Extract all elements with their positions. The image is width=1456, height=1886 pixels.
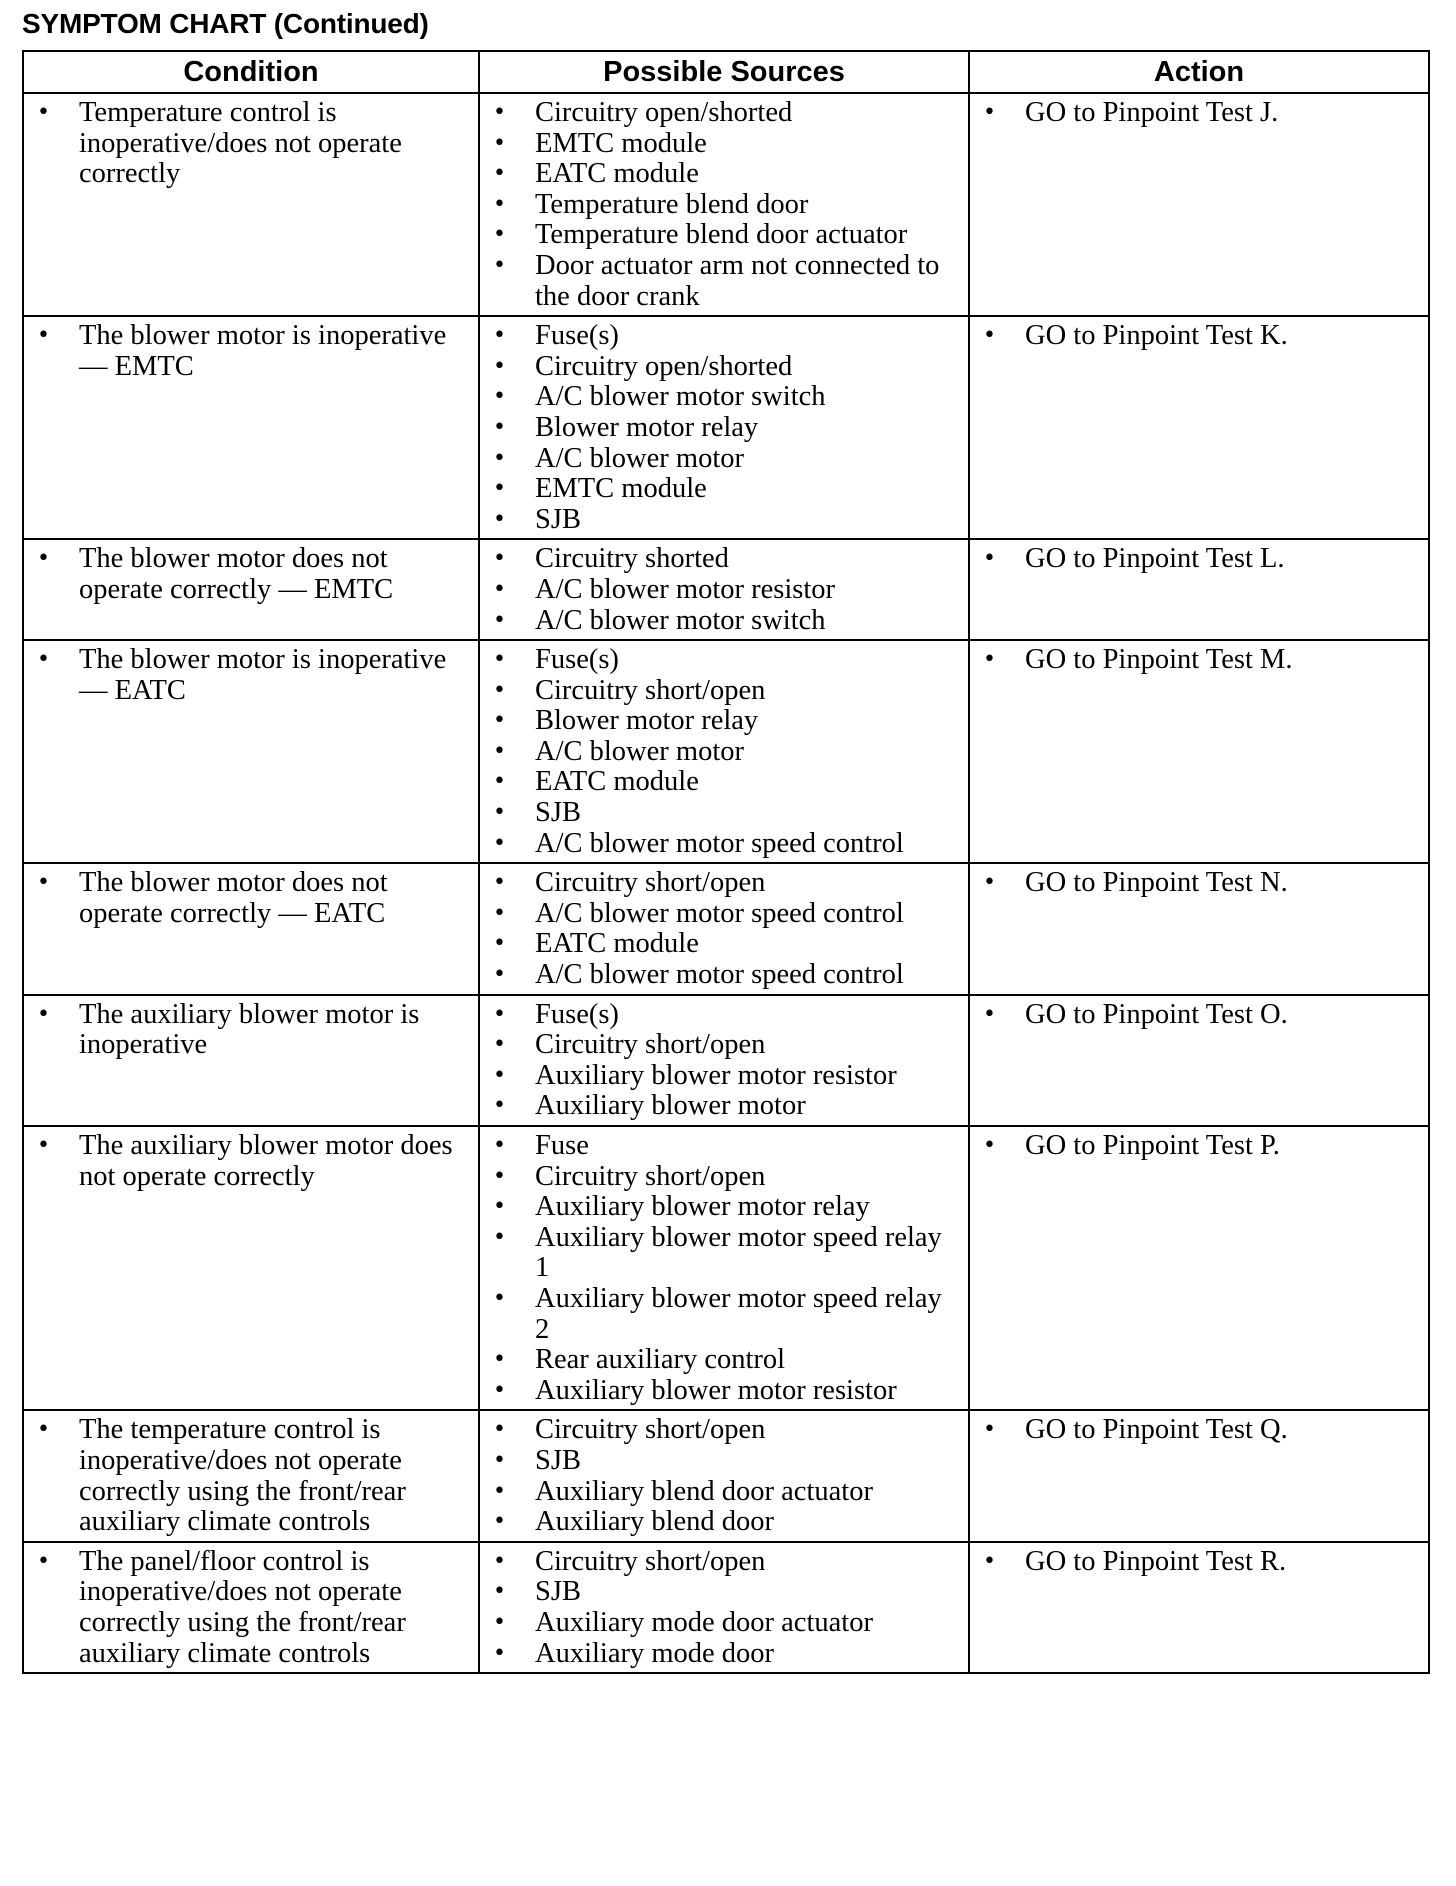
condition-text: • The auxiliary blower motor does not operate correctly (32, 1131, 470, 1192)
action-text: • GO to Pinpoint Test M. (978, 645, 1420, 676)
condition-text: • The panel/floor control is inoperative/does not operate correctly using the front/rear auxiliary climate controls (32, 1547, 470, 1669)
possible-sources-cell (479, 93, 969, 316)
column-header-possible-sources: Possible Sources (479, 51, 969, 93)
condition-text: • The auxiliary blower motor is inoperative (32, 1000, 470, 1061)
action-cell (969, 316, 1429, 539)
source-item: • A/C blower motor switch (488, 382, 960, 413)
action-text: • GO to Pinpoint Test L. (978, 544, 1420, 575)
source-item: • A/C blower motor speed control (488, 829, 960, 860)
condition-cell (23, 539, 479, 640)
source-item: • A/C blower motor resistor (488, 575, 960, 606)
source-item: • Rear auxiliary control (488, 1345, 960, 1376)
source-item: • Fuse (488, 1131, 960, 1162)
table-row (23, 1126, 1429, 1410)
source-item: • Auxiliary blower motor speed relay 1 (488, 1223, 960, 1284)
column-header-action: Action (969, 51, 1429, 93)
source-item: • Circuitry shorted (488, 544, 960, 575)
source-item: • EMTC module (488, 129, 960, 160)
source-item: • Auxiliary blower motor relay (488, 1192, 960, 1223)
condition-cell (23, 863, 479, 994)
source-item: • Blower motor relay (488, 413, 960, 444)
source-item: • SJB (488, 798, 960, 829)
action-cell (969, 640, 1429, 863)
symptom-chart-table (22, 50, 1430, 1674)
possible-sources-cell (479, 1410, 969, 1541)
condition-text: • The blower motor does not operate correctly — EMTC (32, 544, 470, 605)
possible-sources-cell (479, 1126, 969, 1410)
condition-text: • The temperature control is inoperative/does not operate correctly using the front/rear auxiliary climate controls (32, 1415, 470, 1537)
action-cell (969, 539, 1429, 640)
action-text: • GO to Pinpoint Test Q. (978, 1415, 1420, 1446)
source-item: • A/C blower motor (488, 737, 960, 768)
possible-sources-cell (479, 316, 969, 539)
table-row (23, 863, 1429, 994)
condition-cell (23, 1126, 479, 1410)
source-item: • Circuitry short/open (488, 1162, 960, 1193)
source-item: • Fuse(s) (488, 645, 960, 676)
source-item: • Circuitry short/open (488, 868, 960, 899)
source-item: • SJB (488, 1446, 960, 1477)
source-item: • EATC module (488, 159, 960, 190)
source-item: • Auxiliary blend door actuator (488, 1477, 960, 1508)
source-item: • Temperature blend door actuator (488, 220, 960, 251)
action-text: • GO to Pinpoint Test P. (978, 1131, 1420, 1162)
condition-cell (23, 93, 479, 316)
page-title: SYMPTOM CHART (Continued) (22, 8, 429, 39)
source-item: • Auxiliary blower motor (488, 1091, 960, 1122)
table-row (23, 93, 1429, 316)
source-item: • Circuitry short/open (488, 676, 960, 707)
source-item: • SJB (488, 1577, 960, 1608)
source-item: • Auxiliary blower motor resistor (488, 1376, 960, 1407)
condition-text: • Temperature control is inoperative/does not operate correctly (32, 98, 470, 190)
possible-sources-cell (479, 863, 969, 994)
action-text: • GO to Pinpoint Test R. (978, 1547, 1420, 1578)
source-item: • Fuse(s) (488, 1000, 960, 1031)
source-item: • Door actuator arm not connected to the door crank (488, 251, 960, 312)
source-item: • Auxiliary blower motor resistor (488, 1061, 960, 1092)
chart-body (23, 93, 1429, 1673)
action-text: • GO to Pinpoint Test J. (978, 98, 1420, 129)
condition-cell (23, 1542, 479, 1673)
action-cell (969, 1410, 1429, 1541)
source-item: • EATC module (488, 929, 960, 960)
source-item: • EATC module (488, 767, 960, 798)
table-row (23, 640, 1429, 863)
possible-sources-cell (479, 995, 969, 1126)
condition-cell (23, 995, 479, 1126)
table-row (23, 995, 1429, 1126)
source-item: • Temperature blend door (488, 190, 960, 221)
source-item: • Blower motor relay (488, 706, 960, 737)
condition-cell (23, 316, 479, 539)
action-text: • GO to Pinpoint Test O. (978, 1000, 1420, 1031)
action-cell (969, 1542, 1429, 1673)
source-item: • A/C blower motor (488, 444, 960, 475)
action-cell (969, 93, 1429, 316)
source-item: • A/C blower motor speed control (488, 899, 960, 930)
possible-sources-cell (479, 539, 969, 640)
action-cell (969, 863, 1429, 994)
source-item: • Fuse(s) (488, 321, 960, 352)
condition-text: • The blower motor is inoperative — EMTC (32, 321, 470, 382)
action-cell (969, 1126, 1429, 1410)
source-item: • SJB (488, 505, 960, 536)
source-item: • Auxiliary mode door actuator (488, 1608, 960, 1639)
source-item: • Auxiliary blend door (488, 1507, 960, 1538)
possible-sources-cell (479, 640, 969, 863)
action-text: • GO to Pinpoint Test N. (978, 868, 1420, 899)
source-item: • Auxiliary blower motor speed relay 2 (488, 1284, 960, 1345)
source-item: • Circuitry short/open (488, 1030, 960, 1061)
source-item: • Circuitry open/shorted (488, 98, 960, 129)
source-item: • A/C blower motor speed control (488, 960, 960, 991)
header-row (23, 51, 1429, 93)
possible-sources-cell (479, 1542, 969, 1673)
condition-cell (23, 640, 479, 863)
condition-text: • The blower motor does not operate correctly — EATC (32, 868, 470, 929)
action-text: • GO to Pinpoint Test K. (978, 321, 1420, 352)
table-row (23, 1410, 1429, 1541)
action-cell (969, 995, 1429, 1126)
table-row (23, 539, 1429, 640)
condition-cell (23, 1410, 479, 1541)
source-item: • Circuitry short/open (488, 1547, 960, 1578)
column-header-condition: Condition (23, 51, 479, 93)
condition-text: • The blower motor is inoperative — EATC (32, 645, 470, 706)
source-item: • EMTC module (488, 474, 960, 505)
table-row (23, 1542, 1429, 1673)
source-item: • Circuitry short/open (488, 1415, 960, 1446)
source-item: • Auxiliary mode door (488, 1639, 960, 1670)
source-item: • Circuitry open/shorted (488, 352, 960, 383)
table-row (23, 316, 1429, 539)
source-item: • A/C blower motor switch (488, 606, 960, 637)
